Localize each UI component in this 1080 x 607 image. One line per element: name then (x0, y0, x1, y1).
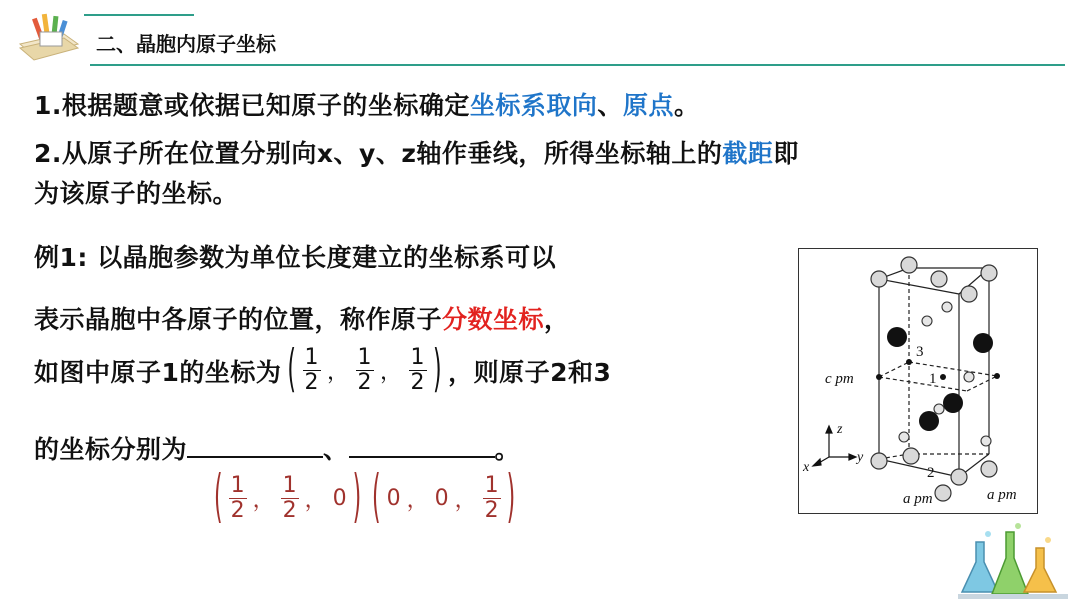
example-line-1: 例1: 以晶胞参数为单位长度建立的坐标系可以 (34, 243, 557, 272)
highlight-fractional-coordinates: 分数坐标 (442, 305, 545, 334)
step-2-line-2: 为该原子的坐标。 (34, 179, 239, 208)
chemistry-flasks-icon (958, 522, 1068, 602)
step-1: 1.根据题意或依据已知原子的坐标确定坐标系取向、原点。 (34, 91, 700, 120)
axis-z-label: z (837, 422, 843, 437)
axis-x-label: x (803, 460, 810, 475)
c-pm-label: c pm (825, 371, 854, 387)
atom-1-coordinate: ( $\frac{1}{2}$ ， $\frac{1}{2}$ ， $\frac{1}{2}$ ) (287, 341, 443, 400)
answer-atom-2: ( $\frac{1}{2}$ ， $\frac{1}{2}$ ， 0 ) (214, 466, 362, 531)
highlight-orientation: 坐标系取向 (469, 91, 598, 120)
atom-1-label: 1 (929, 371, 937, 387)
a-pm-label-side: a pm (987, 487, 1017, 503)
answer-atom-3: ( 0 ， 0 ， $\frac{1}{2}$ ) (372, 466, 516, 531)
books-and-pencils-icon (14, 10, 84, 64)
example-line-2: 表示晶胞中各原子的位置，称作原子分数坐标， (34, 305, 570, 334)
example-line-3: 如图中原子1的坐标为 ( $\frac{1}{2}$ ， $\frac{1}{2}$ ， $\frac{1}{2}$ ) ，则原子2和3 (34, 341, 612, 400)
answer-blank-2[interactable] (349, 456, 495, 458)
unit-cell-diagram (799, 249, 1039, 515)
header-accent-line (84, 14, 194, 16)
header-divider (90, 64, 1065, 66)
example-line-4: 的坐标分别为 、 。 (34, 435, 521, 464)
highlight-intercept: 截距 (722, 139, 774, 168)
a-pm-label-front: a pm (903, 491, 933, 507)
section-title: 二、晶胞内原子坐标 (96, 32, 276, 56)
answer-blank-1[interactable] (187, 456, 323, 458)
atom-2-label: 2 (927, 465, 935, 481)
unit-cell-figure (798, 248, 1038, 514)
step-2-line-1: 2.从原子所在位置分别向x、y、z轴作垂线，所得坐标轴上的截距即 (34, 139, 799, 168)
slide-header (0, 0, 1080, 72)
highlight-origin: 原点 (622, 91, 674, 120)
axis-y-label: y (857, 450, 864, 465)
atom-3-label: 3 (916, 344, 924, 360)
